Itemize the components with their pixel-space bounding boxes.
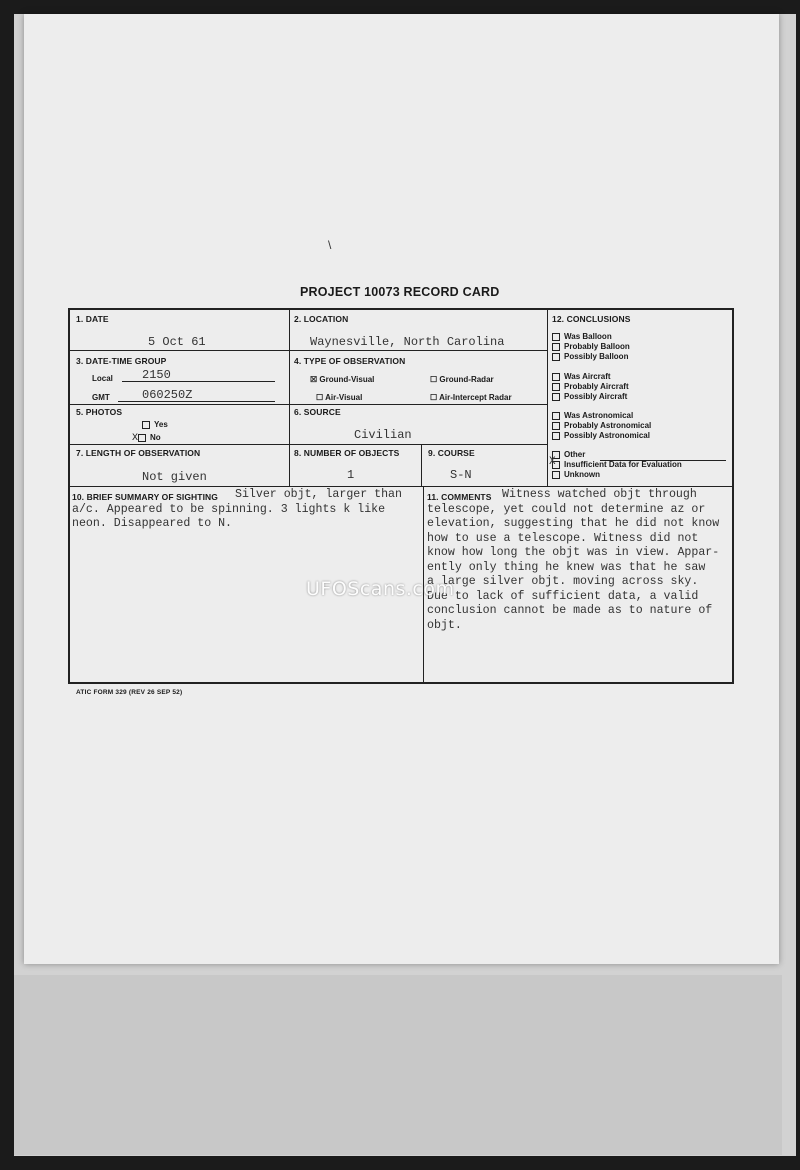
- conclusion-insufficient-data: [552, 460, 682, 469]
- location-label: 2. LOCATION: [294, 314, 349, 324]
- checkbox-icon: [552, 373, 560, 381]
- type-of-observation-label: 4. TYPE OF OBSERVATION: [294, 356, 406, 366]
- conclusion-check-mark: X: [549, 456, 556, 468]
- checkbox-checked-icon: ☒: [310, 375, 318, 384]
- photos-label: 5. PHOTOS: [76, 407, 123, 417]
- conclusion-probably-astronomical: [552, 421, 651, 430]
- local-label: Local: [92, 374, 113, 383]
- divider-objects-course: [421, 445, 422, 486]
- summary-line-1: Silver objt, larger than: [235, 488, 402, 501]
- obs-air-visual-label: Air-Visual: [325, 393, 363, 402]
- conclusion-label: Was Astronomical: [564, 411, 634, 420]
- checkbox-icon: [552, 333, 560, 341]
- conclusion-label: Was Aircraft: [564, 372, 611, 381]
- conclusion-was-astronomical: [552, 411, 633, 420]
- card-title: PROJECT 10073 RECORD CARD: [300, 285, 500, 299]
- obs-ground-radar: [430, 375, 494, 384]
- divider-col-1: [289, 310, 290, 486]
- watermark: UFOScans.com: [306, 578, 455, 600]
- date-time-group-label: 3. DATE-TIME GROUP: [76, 356, 167, 366]
- checkbox-icon: ☐: [430, 375, 438, 384]
- conclusion-probably-balloon: [552, 342, 630, 351]
- record-card: [68, 308, 734, 684]
- comments-line-1: Witness watched objt through: [502, 488, 697, 501]
- course-label: 9. COURSE: [428, 448, 475, 458]
- checkbox-icon: [552, 393, 560, 401]
- comments-label: 11. COMMENTS: [427, 492, 492, 502]
- obs-air-intercept-radar: [430, 393, 512, 402]
- conclusion-was-aircraft: [552, 372, 611, 381]
- conclusion-unknown: [552, 470, 600, 479]
- checkbox-icon: ☐: [430, 393, 438, 402]
- checkbox-checked-icon: [138, 434, 146, 442]
- date-value: 5 Oct 61: [148, 335, 206, 349]
- divider-row-1: [70, 350, 547, 351]
- number-of-objects-value: 1: [347, 468, 355, 482]
- photos-no: [132, 433, 161, 444]
- summary-text: a/c. Appeared to be spinning. 3 lights k like neon. Disappeared to N.: [72, 502, 386, 530]
- divider-col-conclusions: [547, 310, 548, 486]
- photos-no-mark: X: [132, 433, 139, 444]
- checkbox-icon: [142, 421, 150, 429]
- obs-ground-visual: [310, 375, 374, 384]
- course-value: S-N: [450, 468, 472, 482]
- checkbox-icon: [552, 343, 560, 351]
- form-number: ATIC FORM 329 (REV 26 SEP 52): [76, 689, 183, 696]
- length-value: Not given: [142, 470, 207, 484]
- conclusion-label: Possibly Astronomical: [564, 431, 650, 440]
- conclusion-label: Unknown: [564, 470, 600, 479]
- date-label: 1. DATE: [76, 314, 109, 324]
- conclusion-label: Was Balloon: [564, 332, 612, 341]
- conclusion-label: Possibly Balloon: [564, 352, 629, 361]
- obs-air-intercept-radar-label: Air-Intercept Radar: [439, 393, 512, 402]
- conclusions-label: 12. CONCLUSIONS: [552, 314, 631, 324]
- photos-no-label: No: [150, 433, 161, 442]
- conclusion-other: [552, 450, 585, 459]
- conclusion-label: Other: [564, 450, 586, 459]
- conclusion-possibly-aircraft: [552, 392, 627, 401]
- conclusion-label: Probably Astronomical: [564, 421, 652, 430]
- summary-label: 10. BRIEF SUMMARY OF SIGHTING: [72, 492, 218, 502]
- number-of-objects-label: 8. NUMBER OF OBJECTS: [294, 448, 400, 458]
- conclusion-possibly-balloon: [552, 352, 628, 361]
- conclusion-label: Insufficient Data for Evaluation: [564, 460, 682, 469]
- checkbox-icon: [552, 471, 560, 479]
- checkbox-icon: [552, 412, 560, 420]
- divider-row-4: [70, 486, 732, 487]
- source-label: 6. SOURCE: [294, 407, 341, 417]
- checkbox-icon: [552, 353, 560, 361]
- gmt-value: 060250Z: [142, 388, 193, 402]
- local-value: 2150: [142, 368, 171, 382]
- divider-row-3: [70, 444, 547, 445]
- photos-yes: [142, 420, 168, 429]
- checkbox-icon: ☐: [316, 393, 324, 402]
- conclusion-probably-aircraft: [552, 382, 629, 391]
- conclusion-label: Possibly Aircraft: [564, 392, 628, 401]
- obs-ground-radar-label: Ground-Radar: [439, 375, 494, 384]
- obs-air-visual: [316, 393, 362, 402]
- scan-lower-margin: [14, 975, 782, 1155]
- source-value: Civilian: [354, 428, 412, 442]
- length-label: 7. LENGTH OF OBSERVATION: [76, 448, 201, 458]
- divider-row-2: [70, 404, 547, 405]
- checkbox-icon: [552, 432, 560, 440]
- obs-ground-visual-label: Ground-Visual: [319, 375, 375, 384]
- gmt-underline: [118, 401, 275, 402]
- gmt-label: GMT: [92, 393, 110, 402]
- conclusion-label: Probably Balloon: [564, 342, 630, 351]
- conclusion-was-balloon: [552, 332, 612, 341]
- checkbox-icon: [552, 422, 560, 430]
- conclusion-possibly-astronomical: [552, 431, 650, 440]
- photos-yes-label: Yes: [154, 420, 168, 429]
- local-underline: [122, 381, 275, 382]
- scan-speck: \: [328, 238, 332, 252]
- location-value: Waynesville, North Carolina: [310, 335, 505, 349]
- comments-text: telescope, yet could not determine az or elevation, suggesting that he did not know how to use a telescope. Witness did not know how long the objt was in view. Appar- ently only thing he knew was that he saw a large silver objt. moving across sky. Due to lack of sufficient data, a valid conclusion cannot be made as to nature of objt.: [427, 502, 720, 632]
- checkbox-icon: [552, 383, 560, 391]
- conclusion-label: Probably Aircraft: [564, 382, 629, 391]
